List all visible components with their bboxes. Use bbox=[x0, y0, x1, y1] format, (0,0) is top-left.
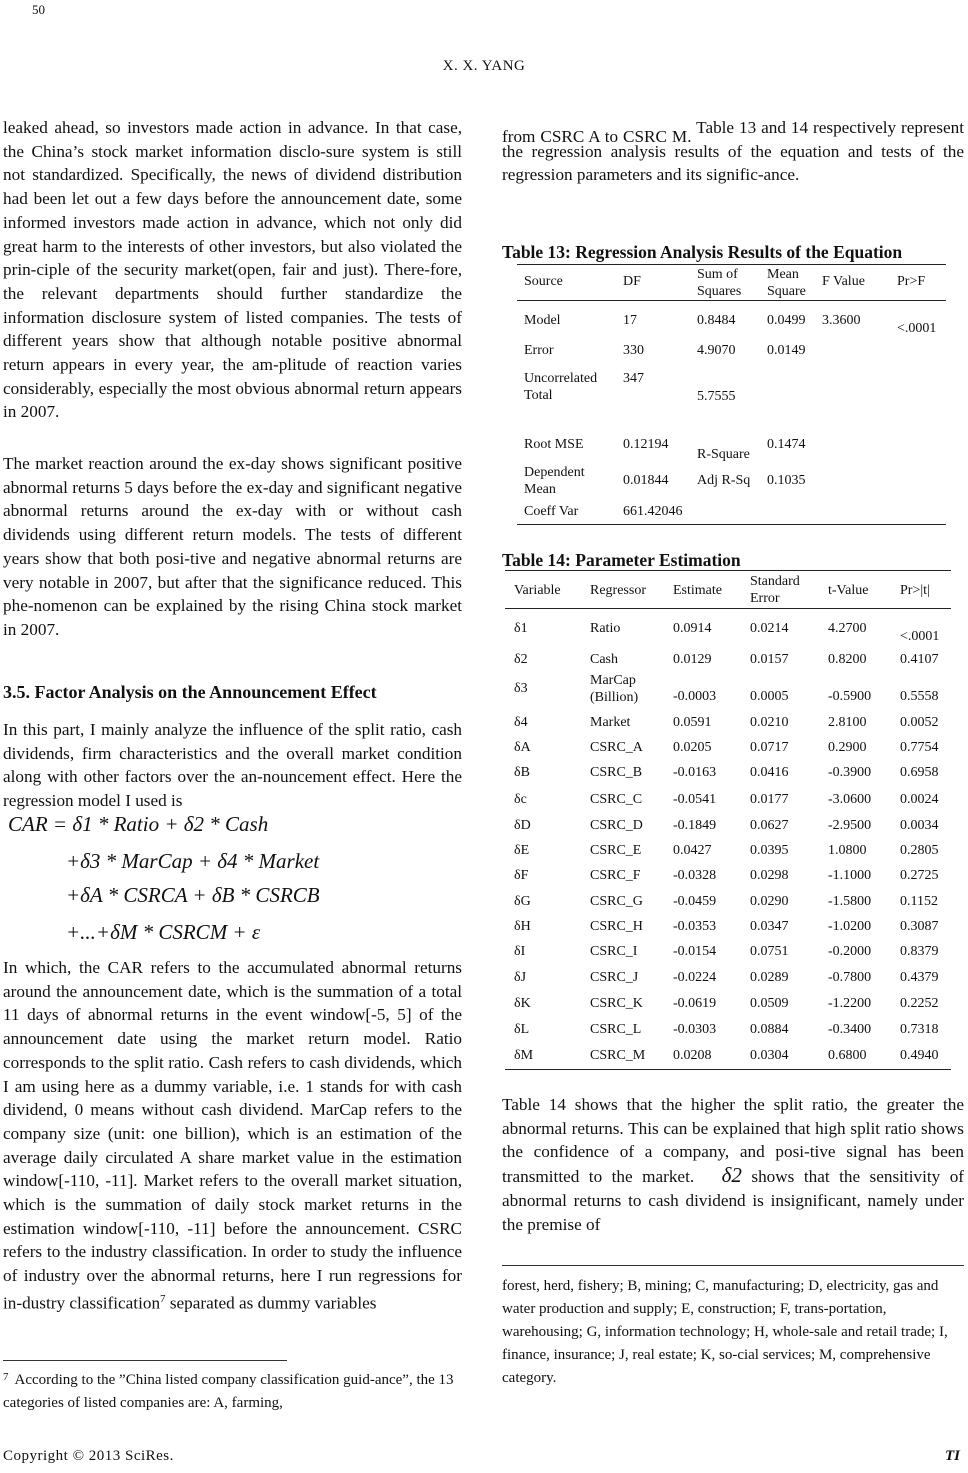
table13-cell: 330 bbox=[623, 343, 644, 358]
table14-cell: 0.0751 bbox=[750, 944, 789, 959]
table14-cell: Market bbox=[590, 715, 631, 730]
table14-cell: 0.0210 bbox=[750, 715, 789, 730]
copyright: Copyright © 2013 SciRes. bbox=[3, 1448, 174, 1464]
table13-header-cell: Source bbox=[524, 274, 563, 289]
table14-cell: -0.0154 bbox=[673, 944, 717, 959]
table13-rule-bottom bbox=[517, 524, 946, 525]
table14-cell: δD bbox=[514, 818, 531, 833]
table14-cell: CSRC_J bbox=[590, 970, 639, 985]
table14-cell: 0.0290 bbox=[750, 894, 789, 909]
table14-rule-mid bbox=[505, 608, 951, 609]
table14-cell: 0.2252 bbox=[900, 996, 939, 1011]
left-paragraph-2: The market reaction around the ex-day shows significant positive abnormal returns 5 days before the ex-day and significant negative abnormal returns around the ex-day with or without cash dividends using different return models. The tests of different years show that both posi-tive and negative abnormal returns are very notable in 2007, but after that the significance reduced. This phe-nomenon can be explained by the rising China stock market in 2007. bbox=[3, 454, 462, 639]
table13-cell: 347 bbox=[623, 371, 644, 386]
table14-cell: CSRC_C bbox=[590, 792, 643, 807]
table13-header-cell: Sum of Squares bbox=[697, 267, 742, 299]
table14-cell: δM bbox=[514, 1048, 534, 1063]
table14-cell: 0.0177 bbox=[750, 792, 789, 807]
table14-cell: 0.0591 bbox=[673, 715, 712, 730]
table14-cell: 0.2725 bbox=[900, 868, 939, 883]
left-paragraph-1: leaked ahead, so investors made action in advance. In that case, the China’s stock market information disclo-sure system is still not standardized. Specifically, the news of dividend distribution had been let out a few days before the announcement date, some informed investors made action in advance, which not only did great harm to the interests of other investors, but also violated the prin-ciple of the security market(open, fair and just). There-fore, the relevant departments should further standardize the information disclosure system of listed companies. The tests of different years show that although notable positive abnormal return appears in every year, the am-plitude of reaction varies considerably, especially the most obvious abnormal return appears in 2007. bbox=[3, 118, 462, 422]
table14-cell: 0.0052 bbox=[900, 715, 939, 730]
table14-cell: -1.2200 bbox=[828, 996, 872, 1011]
table13-cell: 17 bbox=[623, 313, 637, 328]
table14-cell: CSRC_K bbox=[590, 996, 643, 1011]
table14-cell: CSRC_D bbox=[590, 818, 643, 833]
table14-cell: δL bbox=[514, 1022, 530, 1037]
table14-cell: 0.0024 bbox=[900, 792, 939, 807]
table14-cell: -0.0328 bbox=[673, 868, 717, 883]
table14-cell: 0.0416 bbox=[750, 765, 789, 780]
table14-cell: <.0001 bbox=[900, 629, 940, 644]
running-head: X. X. YANG bbox=[442, 58, 526, 74]
table13-cell: 0.0499 bbox=[767, 313, 806, 328]
table14-cell: 0.4107 bbox=[900, 652, 939, 667]
table14-cell: δI bbox=[514, 944, 526, 959]
table14-cell: 0.0717 bbox=[750, 740, 789, 755]
table14-cell: δH bbox=[514, 919, 531, 934]
table14-cell: 0.0208 bbox=[673, 1048, 712, 1063]
table14-cell: 0.1152 bbox=[900, 894, 938, 909]
table14-cell: CSRC_F bbox=[590, 868, 641, 883]
table14-cell: CSRC_A bbox=[590, 740, 643, 755]
equation-line-4: +...+δM * CSRCM + ε bbox=[66, 920, 261, 944]
table14-cell: -0.1849 bbox=[673, 818, 717, 833]
table14-cell: 0.8379 bbox=[900, 944, 939, 959]
table14-cell: 0.5558 bbox=[900, 689, 939, 704]
table13-rule-top bbox=[517, 264, 946, 265]
table13-cell: 3.3600 bbox=[822, 313, 861, 328]
footnote-right: forest, herd, fishery; B, mining; C, manufacturing; D, electricity, gas and water production and supply; E, construction; F, trans-portation, warehousing; G, information technology; H, whole-sale and retail trade; I, finance, insurance; J, real estate; K, so-cial services; M, comprehensive category. bbox=[502, 1278, 948, 1386]
table14-cell: 0.0914 bbox=[673, 621, 712, 636]
table13-cell: <.0001 bbox=[897, 321, 937, 336]
table13-stat-cell: R-Square bbox=[697, 447, 750, 462]
table14-header-cell: Pr>|t| bbox=[900, 583, 930, 598]
table13-cell: 0.8484 bbox=[697, 313, 736, 328]
table14-cell: 0.0884 bbox=[750, 1022, 789, 1037]
left-paragraph-4: In which, the CAR refers to the accumulated abnormal returns around the announcement date, which is the summation of a total 11 days of abnormal returns in the event window[-5, 5] of the announcement date using the market return model. Ratio corresponds to the split ratio. Cash refers to cash dividends, which I am using here as a dummy variable, i.e. 1 stands for with cash dividend, 0 means without cash dividend. MarCap refers to the company size (unit: one billion), which is an estimation of the average daily circulated A share market value in the estimation window[-110, -11]. Market refers to the overall market situation, which is the summation of daily stock market returns in the estimation window[-110, -11] before the announcement. CSRC refers to the industry classification. In order to study the influence of industry over the abnormal returns, here I run regressions for in-dustry classification$^7$ separated as dummy variables bbox=[3, 958, 462, 1313]
table14-cell: 0.7318 bbox=[900, 1022, 939, 1037]
equation-line-1: CAR = δ1 * Ratio + δ2 * Cash bbox=[8, 812, 269, 836]
table14-rule-top bbox=[505, 570, 951, 571]
table14-cell: Ratio bbox=[590, 621, 621, 636]
table13-caption: Table 13: Regression Analysis Results of the Equation bbox=[502, 242, 903, 262]
table14-cell: -0.0619 bbox=[673, 996, 717, 1011]
table14-cell: δF bbox=[514, 868, 529, 883]
table14-cell: CSRC_H bbox=[590, 919, 643, 934]
table14-cell: 0.0034 bbox=[900, 818, 939, 833]
table13-stat-cell: 0.1035 bbox=[767, 473, 806, 488]
delta2-symbol: δ2 bbox=[721, 1163, 742, 1188]
table14-cell: -0.0353 bbox=[673, 919, 717, 934]
table14-cell: δE bbox=[514, 843, 530, 858]
table13-stat-cell: 661.42046 bbox=[623, 504, 683, 519]
table14-cell: 0.0395 bbox=[750, 843, 789, 858]
table14-cell: 0.0347 bbox=[750, 919, 789, 934]
table14-cell: 0.0304 bbox=[750, 1048, 789, 1063]
table14-header-cell: Regressor bbox=[590, 583, 646, 598]
table14-cell: -0.5900 bbox=[828, 689, 872, 704]
table14-cell: δ1 bbox=[514, 621, 528, 636]
table14-header-cell: t-Value bbox=[828, 583, 869, 598]
table14-cell: 0.6800 bbox=[828, 1048, 867, 1063]
section-heading: 3.5. Factor Analysis on the Announcement Effect bbox=[3, 682, 377, 702]
table14-cell: -1.5800 bbox=[828, 894, 872, 909]
right-paragraph-2: Table 14 shows that the higher the split ratio, the greater the abnormal returns. This can be explained that high split ratio shows the confidence of a company, and posi-tive signal has been transmitted to the market. δ2 shows that the sensitivity of abnormal returns to cash dividend is insignificant, namely under the premise of bbox=[502, 1095, 965, 1234]
table14-cell: 0.7754 bbox=[900, 740, 939, 755]
table14-header-cell: Estimate bbox=[673, 583, 722, 598]
table13-cell: 5.7555 bbox=[697, 389, 736, 404]
table14-caption: Table 14: Parameter Estimation bbox=[502, 550, 741, 570]
table13-stat-cell: Root MSE bbox=[524, 437, 584, 452]
table14-cell: -0.0003 bbox=[673, 689, 717, 704]
table14-cell: -0.0303 bbox=[673, 1022, 717, 1037]
table13-stat-cell: 0.01844 bbox=[623, 473, 669, 488]
table14-cell: Cash bbox=[590, 652, 618, 667]
table14-cell: CSRC_I bbox=[590, 944, 638, 959]
table14-cell: 0.4379 bbox=[900, 970, 939, 985]
table13-cell: Model bbox=[524, 313, 561, 328]
table14-cell: 0.0289 bbox=[750, 970, 789, 985]
table14-cell: 0.0214 bbox=[750, 621, 789, 636]
table14-cell: 4.2700 bbox=[828, 621, 867, 636]
table14-cell: δJ bbox=[514, 970, 527, 985]
table14-cell: CSRC_M bbox=[590, 1048, 646, 1063]
table14-cell: δG bbox=[514, 894, 531, 909]
table13-stat-cell: 0.1474 bbox=[767, 437, 806, 452]
table14-header-cell: Standard Error bbox=[750, 574, 800, 606]
table14-header-cell: Variable bbox=[514, 583, 561, 598]
table14-cell: δB bbox=[514, 765, 530, 780]
table14-cell: 0.0005 bbox=[750, 689, 789, 704]
table14-cell: CSRC_L bbox=[590, 1022, 642, 1037]
table13-cell: Error bbox=[524, 343, 554, 358]
table14-cell: δ3 bbox=[514, 681, 528, 696]
footnote-rule-left bbox=[3, 1360, 287, 1361]
table14-cell: 0.2900 bbox=[828, 740, 867, 755]
table14-cell: 1.0800 bbox=[828, 843, 867, 858]
table13-stat-cell: Adj R-Sq bbox=[697, 473, 751, 488]
table14-cell: 2.8100 bbox=[828, 715, 867, 730]
equation-line-3: +δA * CSRCA + δB * CSRCB bbox=[66, 883, 320, 907]
page-number: 50 bbox=[32, 2, 45, 17]
table14-cell: -0.0541 bbox=[673, 792, 717, 807]
table14-cell: -1.1000 bbox=[828, 868, 872, 883]
table14-cell: 0.4940 bbox=[900, 1048, 939, 1063]
table14-cell: δA bbox=[514, 740, 531, 755]
table14-cell: -0.3900 bbox=[828, 765, 872, 780]
footnote-left: $^7$ According to the ”China listed company classification guid-ance”, the 13 categories of listed companies are: A, farming, bbox=[3, 1371, 454, 1411]
table13-cell: 0.0149 bbox=[767, 343, 806, 358]
table13-cell: 4.9070 bbox=[697, 343, 736, 358]
table14-cell: -3.0600 bbox=[828, 792, 872, 807]
table14-cell: -0.0163 bbox=[673, 765, 717, 780]
table14-cell: 0.0427 bbox=[673, 843, 712, 858]
table14-cell: -0.0459 bbox=[673, 894, 717, 909]
footnote-ref: 7 bbox=[160, 1292, 166, 1305]
table14-cell: δK bbox=[514, 996, 531, 1011]
table14-cell: -0.7800 bbox=[828, 970, 872, 985]
footnote-rule-right bbox=[502, 1265, 964, 1266]
table14-cell: MarCap (Billion) bbox=[590, 673, 639, 705]
table13-stat-cell: Dependent Mean bbox=[524, 465, 585, 497]
table13-header-cell: Pr>F bbox=[897, 274, 926, 289]
table14-rule-bottom bbox=[505, 1069, 951, 1070]
table14-cell: δ4 bbox=[514, 715, 528, 730]
table14-cell: 0.2805 bbox=[900, 843, 939, 858]
table13-header-cell: DF bbox=[623, 274, 641, 289]
table14-cell: 0.0627 bbox=[750, 818, 789, 833]
journal-abbrev: TI bbox=[945, 1448, 960, 1464]
table14-cell: CSRC_E bbox=[590, 843, 642, 858]
table13-cell: Uncorrelated Total bbox=[524, 371, 598, 403]
table14-cell: -0.2000 bbox=[828, 944, 872, 959]
table14-cell: CSRC_G bbox=[590, 894, 643, 909]
table13-stat-cell: Coeff Var bbox=[524, 504, 579, 519]
table14-cell: -0.3400 bbox=[828, 1022, 872, 1037]
table13-header-cell: F Value bbox=[822, 274, 865, 289]
table13-stat-cell: 0.12194 bbox=[623, 437, 669, 452]
table14-cell: 0.6958 bbox=[900, 765, 939, 780]
table14-cell: -2.9500 bbox=[828, 818, 872, 833]
table14-cell: δ2 bbox=[514, 652, 528, 667]
table14-cell: -1.0200 bbox=[828, 919, 872, 934]
table14-cell: -0.0224 bbox=[673, 970, 717, 985]
table14-cell: 0.3087 bbox=[900, 919, 939, 934]
left-paragraph-3: In this part, I mainly analyze the influence of the split ratio, cash dividends, firm characteristics and the overall market condition along with other factors over the an-nouncement effect. Here the regression model I used is bbox=[3, 720, 462, 811]
table14-cell: 0.0298 bbox=[750, 868, 789, 883]
table14-cell: 0.0205 bbox=[673, 740, 712, 755]
table14-cell: CSRC_B bbox=[590, 765, 643, 780]
table14-cell: 0.0157 bbox=[750, 652, 789, 667]
equation-line-2: +δ3 * MarCap + δ4 * Market bbox=[66, 849, 320, 873]
table13-header-cell: Mean Square bbox=[767, 267, 806, 299]
table14-cell: 0.0509 bbox=[750, 996, 789, 1011]
table14-cell: 0.0129 bbox=[673, 652, 712, 667]
table13-rule-mid bbox=[517, 300, 946, 301]
table14-cell: 0.8200 bbox=[828, 652, 867, 667]
right-paragraph-1: from CSRC A to CSRC M. Table 13 and 14 respectively represent the regression analysis results of the equation and tests of the regression parameters and its signific-ance. bbox=[502, 118, 964, 185]
table14-cell: δc bbox=[514, 792, 527, 807]
